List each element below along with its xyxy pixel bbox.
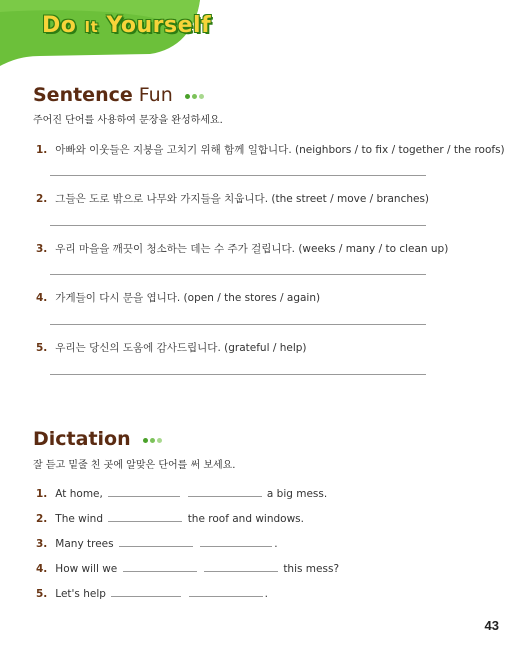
answer-line-2[interactable] [50, 225, 426, 226]
sentence-item-3: 3. 우리 마을을 깨끗이 청소하는 데는 수 주가 걸립니다. (weeks / many / to clean up) [36, 243, 449, 255]
sentence-item-4: 4. 가게들이 다시 문을 엽니다. (open / the stores / again) [36, 292, 321, 304]
dictation-item-1: 1. At home, a big mess. [36, 488, 328, 500]
dictation-title: Dictation [33, 428, 164, 451]
sentence-item-5: 5. 우리는 당신의 도움에 감사드립니다. (grateful / help) [36, 342, 307, 354]
blank-field[interactable] [200, 536, 272, 547]
blank-field[interactable] [108, 486, 180, 497]
dictation-item-5: 5. Let's help . [36, 588, 268, 600]
dictation-item-4: 4. How will we this mess? [36, 563, 340, 575]
page-number: 43 [484, 618, 499, 633]
blank-field[interactable] [123, 561, 197, 572]
answer-line-4[interactable] [50, 324, 426, 325]
blank-field[interactable] [204, 561, 278, 572]
answer-line-1[interactable] [50, 175, 426, 176]
blank-field[interactable] [188, 486, 262, 497]
blank-field[interactable] [111, 586, 181, 597]
blank-field[interactable] [189, 586, 263, 597]
answer-line-3[interactable] [50, 274, 426, 275]
blank-field[interactable] [119, 536, 193, 547]
title-dots [143, 429, 164, 451]
sentence-fun-title: Sentence Fun [33, 84, 206, 107]
sentence-fun-instruction: 주어진 단어를 사용하여 문장을 완성하세요. [33, 115, 223, 126]
blank-field[interactable] [108, 511, 182, 522]
sentence-item-2: 2. 그들은 도로 밖으로 나무와 가지들을 치웁니다. (the street / move / branches) [36, 193, 430, 205]
answer-line-5[interactable] [50, 374, 426, 375]
dictation-item-3: 3. Many trees . [36, 538, 278, 550]
dictation-item-2: 2. The wind the roof and windows. [36, 513, 304, 525]
banner-title: Do It Yourself [42, 13, 212, 38]
do-it-yourself-banner [0, 0, 212, 66]
sentence-item-1: 1. 아빠와 이웃들은 지붕을 고치기 위해 함께 일합니다. (neighbors / to fix / together / the roofs) [36, 144, 505, 156]
title-dots [185, 85, 206, 107]
dictation-instruction: 잘 듣고 밑줄 친 곳에 알맞은 단어를 써 보세요. [33, 460, 236, 471]
